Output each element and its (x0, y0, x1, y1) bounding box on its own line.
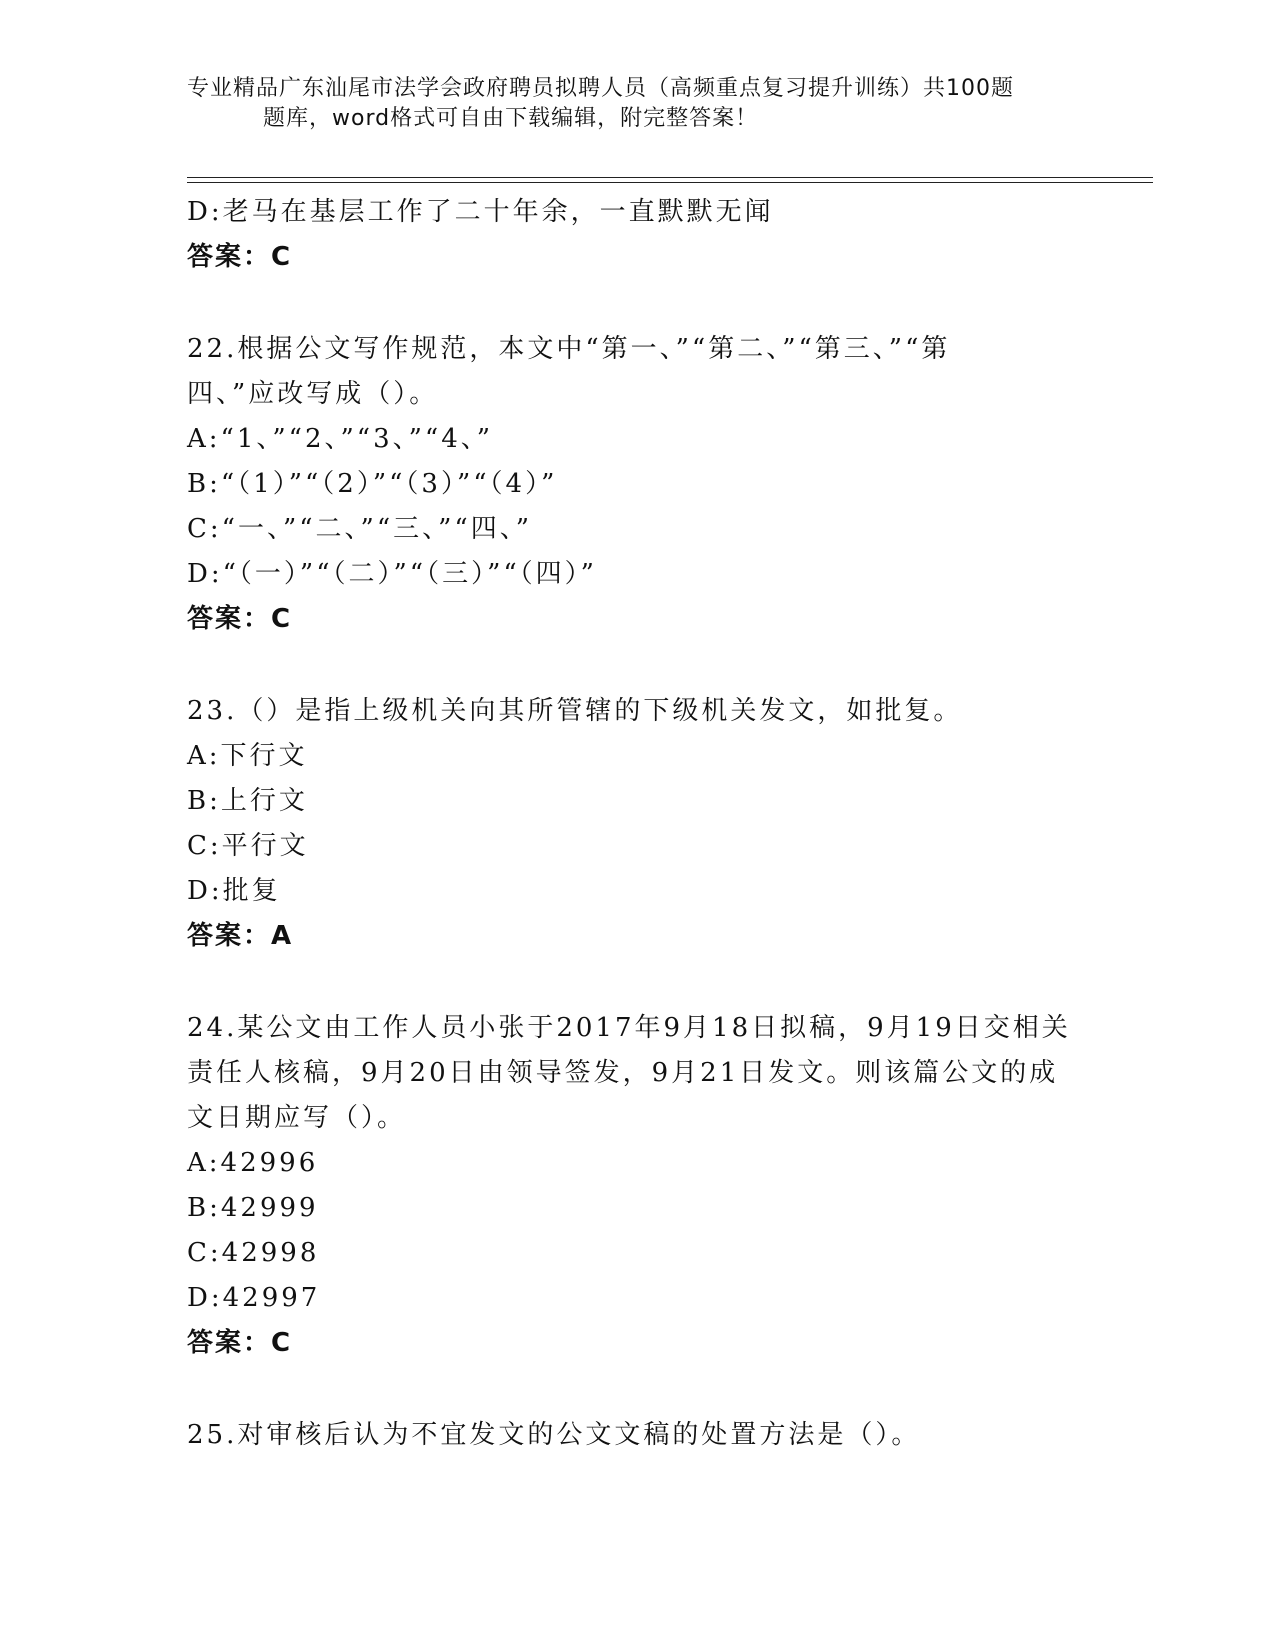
question-22 (187, 327, 1087, 642)
question-text-line: 文日期应写（）。 (187, 1103, 407, 1133)
header-rule-bottom (187, 182, 1153, 183)
question-text-line: 22.根据公文写作规范，本文中“第一、”“第二、”“第三、”“第 (187, 334, 951, 364)
option-a: A:下行文 (187, 741, 308, 771)
header-rule-top (187, 177, 1153, 178)
header-title-line2: 题库，word格式可自由下载编辑，附完整答案！ (263, 106, 759, 131)
option-a: A:“1、”“2、”“3、”“4、” (187, 424, 494, 454)
prev-answer: 答案：C (187, 242, 293, 272)
option-c: C:42998 (187, 1238, 320, 1268)
option-a: A:42996 (187, 1148, 319, 1178)
question-25 (187, 1413, 1087, 1458)
answer: 答案：A (187, 921, 294, 951)
question-23 (187, 689, 1087, 959)
spacer (187, 280, 1087, 327)
document-body (187, 190, 1087, 1458)
question-text-line: 四、”应改写成（）。 (187, 379, 439, 409)
question-24 (187, 1006, 1087, 1366)
option-c: C:平行文 (187, 831, 309, 861)
document-header (187, 74, 1087, 134)
header-title-line1: 专业精品广东汕尾市法学会政府聘员拟聘人员（高频重点复习提升训练）共100题 (187, 76, 1014, 101)
option-b: B:“（1）”“（2）”“（3）”“（4）” (187, 469, 558, 499)
option-d: D:“（一）”“（二）”“（三）”“（四）” (187, 559, 597, 589)
spacer (187, 1366, 1087, 1413)
question-text-line: 25.对审核后认为不宜发文的公文文稿的处置方法是（）。 (187, 1420, 921, 1450)
option-d: D:批复 (187, 876, 281, 906)
spacer (187, 642, 1087, 689)
option-b: B:上行文 (187, 786, 308, 816)
prev-option-d: D:老马在基层工作了二十年余，一直默默无闻 (187, 197, 774, 227)
question-text-line: 23.（）是指上级机关向其所管辖的下级机关发文，如批复。 (187, 696, 963, 726)
spacer (187, 959, 1087, 1006)
question-text-line: 责任人核稿，9月20日由领导签发，9月21日发文。则该篇公文的成 (187, 1058, 1059, 1088)
answer: 答案：C (187, 604, 293, 634)
answer: 答案：C (187, 1328, 293, 1358)
option-b: B:42999 (187, 1193, 319, 1223)
option-d: D:42997 (187, 1283, 321, 1313)
option-c: C:“一、”“二、”“三、”“四、” (187, 514, 532, 544)
question-text-line: 24.某公文由工作人员小张于2017年9月18日拟稿，9月19日交相关 (187, 1013, 1071, 1043)
